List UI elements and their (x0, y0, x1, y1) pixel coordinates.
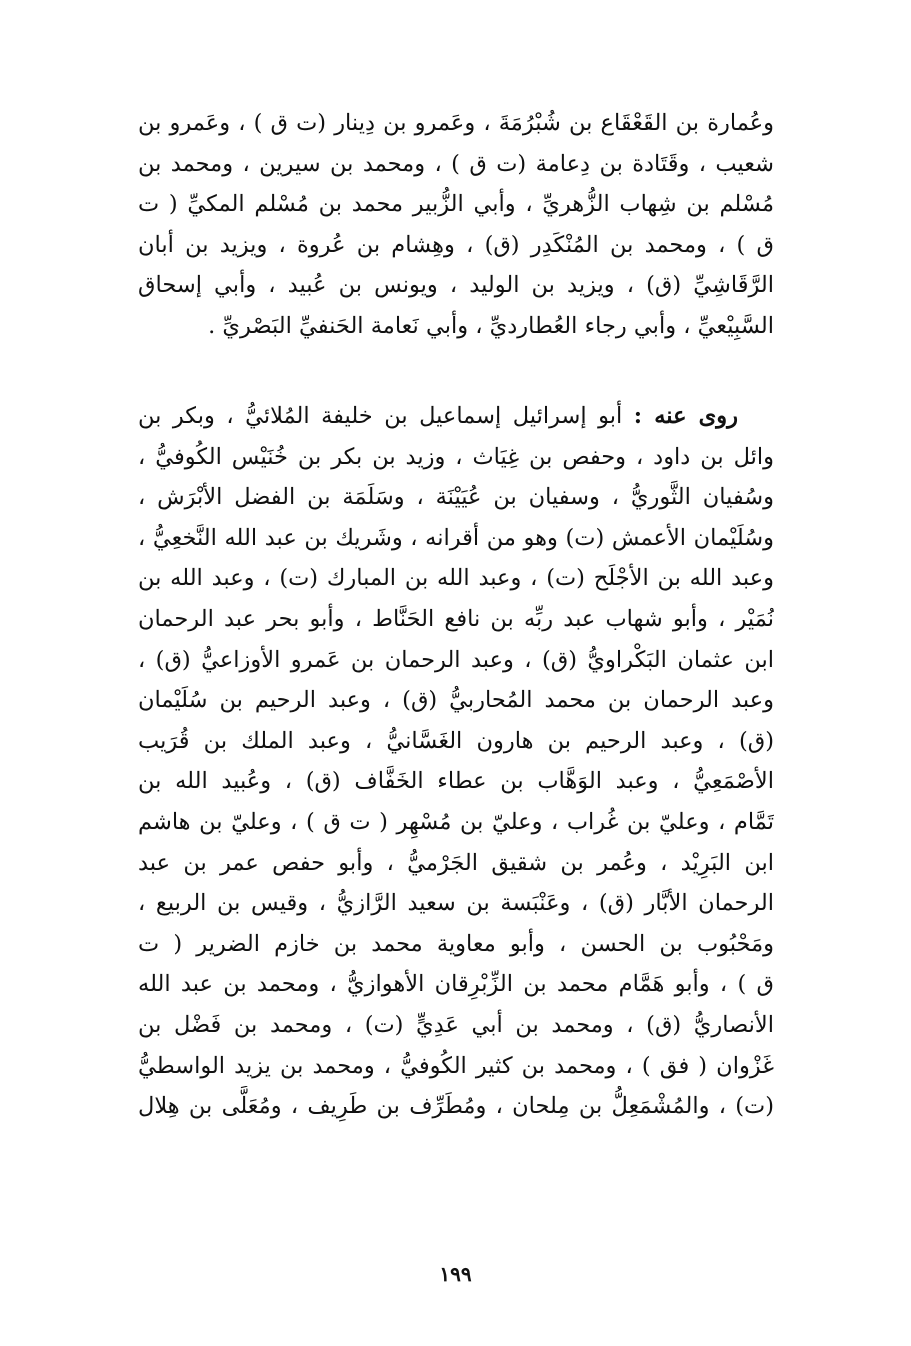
text-line: وعُمارة بن القَعْقَاع بن شُبْرُمَةَ ، وعَمرو بن دِينار (ت ق ) ، وعَمرو بن (138, 110, 774, 136)
text-line: الأنصاريُّ (ق) ، ومحمد بن أبي عَدِيٍّ (ت) ، ومحمد بن فَضْل بن (138, 1011, 774, 1038)
paragraph-narrators (138, 396, 774, 1127)
text-line: ق ) ، ومحمد بن المُنْكَدِر (ق) ، وهِشام بن عُروة ، ويزيد بن أبان (138, 231, 774, 258)
text-line: غَزْوان ( فق ) ، ومحمد بن كثير الكُوفيُّ ، ومحمد بن يزيد الواسطيُّ (138, 1052, 774, 1079)
paragraph-teachers (138, 103, 774, 347)
text-line: الرَّقَاشِيِّ (ق) ، ويزيد بن الوليد ، ويونس بن عُبيد ، وأبي إسحاق (138, 272, 774, 299)
text-line: ق ) ، وأبو هَمَّام محمد بن الزِّبْرِقان الأهوازيُّ ، ومحمد بن عبد الله (138, 971, 774, 998)
text-line-first (138, 396, 774, 437)
text-line: وسُفيان الثَّوريُّ ، وسفيان بن عُيَيْنَة ، وسَلَمَة بن الفضل الأبْرَش ، (138, 484, 774, 511)
text-line: (ق) ، وعبد الرحيم بن هارون الغَسَّانيُّ ، وعبد الملك بن قُرَيب (138, 727, 774, 754)
text-line: ابن عثمان البَكْراويُّ (ق) ، وعبد الرحمان بن عَمرو الأوزاعيُّ (ق) ، (138, 646, 774, 673)
text-line: ومَحْبُوب بن الحسن ، وأبو معاوية محمد بن خازم الضرير ( ت (138, 930, 774, 957)
text-line: (ت) ، والمُشْمَعِلُّ بن مِلحان ، ومُطَرِّف بن طَرِيف ، ومُعَلَّى بن هِلال (138, 1093, 774, 1120)
text-line: مُسْلم بن شِهاب الزُّهريِّ ، وأبي الزُّبير محمد بن مُسْلم المكيِّ ( ت (138, 191, 774, 218)
text-line: تَمَّام ، وعليّ بن غُراب ، وعليّ بن مُسْهِر ( ت ق ) ، وعليّ بن هاشم (138, 808, 774, 835)
text-line: شعيب ، وقَتَادة بن دِعامة (ت ق ) ، ومحمد بن سيرين ، ومحمد بن (138, 150, 774, 177)
text-line: وائل بن داود ، وحفص بن غِيَاث ، وزيد بن بكر بن خُنَيْس الكُوفيُّ ، (138, 443, 774, 470)
text-line: الأصْمَعِيُّ ، وعبد الوَهَّاب بن عطاء الخَفَّاف (ق) ، وعُبيد الله بن (138, 768, 774, 795)
text-line: السَّبِيْعيِّ ، وأبي رجاء العُطارديِّ ، وأبي نَعامة الحَنفيِّ البَصْريِّ . (208, 312, 774, 339)
text-line: الرحمان الأبَّار (ق) ، وعَنْبَسة بن سعيد الرَّازيُّ ، وقيس بن الربيع ، (138, 890, 774, 917)
text-line: وعبد الله بن الأجْلَح (ت) ، وعبد الله بن المبارك (ت) ، وعبد الله بن (138, 565, 774, 592)
text-line: ابن البَرِيْد ، وعُمر بن شقيق الجَرْميُّ ، وأبو حفص عمر بن عبد (138, 849, 774, 876)
section-lead: روى عنه : (633, 403, 739, 429)
text-line: نُمَيْر ، وأبو شهاب عبد ربِّه بن نافع الحَنَّاط ، وأبو بحر عبد الرحمان (138, 605, 774, 632)
page-number: ١٩٩ (439, 1262, 472, 1286)
text-line-rest: أبو إسرائيل إسماعيل بن خليفة المُلائيُّ ، وبكر بن (138, 403, 623, 429)
text-line: وسُلَيْمان الأعمش (ت) وهو من أقرانه ، وشَريك بن عبد الله النَّخعِيُّ ، (138, 524, 774, 551)
text-line: وعبد الرحمان بن محمد المُحاربيُّ (ق) ، وعبد الرحيم بن سُلَيْمان (138, 687, 774, 714)
